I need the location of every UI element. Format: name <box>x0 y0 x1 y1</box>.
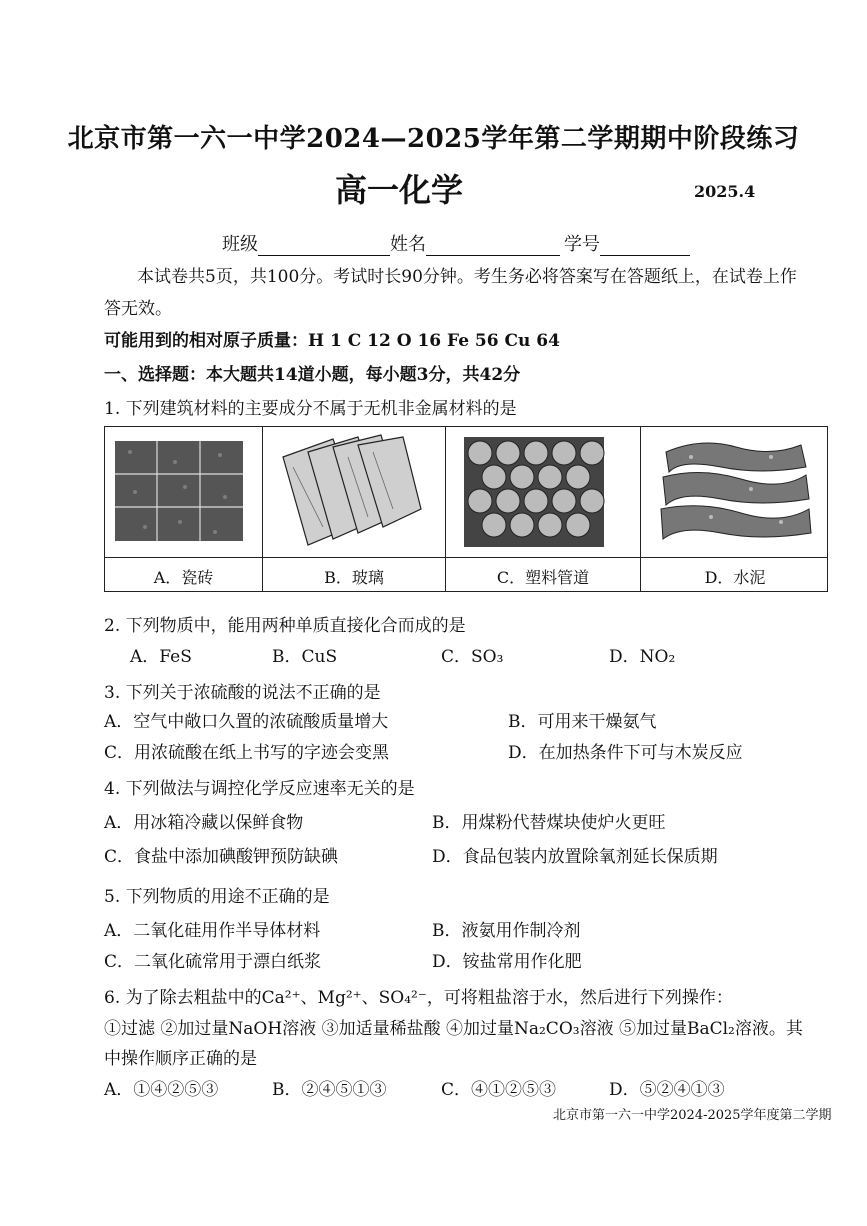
name-label: 姓名 <box>390 234 426 255</box>
exam-title: 北京市第一六一中学2024—2025学年第二学期期中阶段练习 <box>67 124 800 154</box>
q3-option-c: C．用浓硫酸在纸上书写的字迹会变黑 <box>104 743 390 763</box>
q1-option-d: D．水泥 <box>704 568 766 587</box>
q5-option-a: A．二氧化硅用作半导体材料 <box>104 921 321 941</box>
instruction-line2: 答无效。 <box>104 299 172 319</box>
q6-operations: ①过滤 ②加过量NaOH溶液 ③加适量稀盐酸 ④加过量Na₂CO₃溶液 ⑤加过量BaCl₂溶液。其 <box>104 1019 803 1039</box>
q2-option-b: B．CuS <box>272 647 338 667</box>
q4-option-d: D．食品包装内放置除氧剂延长保质期 <box>432 847 718 867</box>
q5-stem: 5. 下列物质的用途不正确的是 <box>104 887 330 907</box>
class-blank <box>258 237 390 256</box>
plastic-pipe-image <box>446 427 641 555</box>
exam-subject: 高一化学 <box>335 171 464 209</box>
q1-option-c-cell <box>445 427 640 591</box>
q2-option-d: D．NO₂ <box>609 647 676 667</box>
q6-stem: 6. 为了除去粗盐中的Ca²⁺、Mg²⁺、SO₄²⁻，可将粗盐溶于水，然后进行下列操作： <box>104 988 733 1008</box>
q6-option-c: C．④①②⑤③ <box>441 1080 557 1100</box>
q3-option-d: D．在加热条件下可与木炭反应 <box>508 743 743 763</box>
q4-stem: 4. 下列做法与调控化学反应速率无关的是 <box>104 779 415 799</box>
q3-option-b: B．可用来干燥氨气 <box>508 712 657 732</box>
q1-option-b: B．玻璃 <box>324 568 384 587</box>
q6-option-b: B．②④⑤①③ <box>272 1080 387 1100</box>
id-blank <box>600 237 690 256</box>
q2-option-c: C．SO₃ <box>441 647 504 667</box>
q5-option-c: C．二氧化硫常用于漂白纸浆 <box>104 952 322 972</box>
name-blank <box>426 237 560 256</box>
id-label: 学号 <box>564 234 600 255</box>
page-footer: 北京市第一六一中学2024-2025学年度第二学期 <box>553 1108 832 1123</box>
instruction-line1: 本试卷共5页，共100分。考试时长90分钟。考生务必将答案写在答题纸上，在试卷上作 <box>137 267 797 287</box>
q5-option-b: B．液氨用作制冷剂 <box>432 921 581 941</box>
q1-option-b-cell <box>262 427 445 591</box>
class-label: 班级 <box>222 234 258 255</box>
cement-image <box>641 427 830 555</box>
q4-option-c: C．食盐中添加碘酸钾预防缺碘 <box>104 847 339 867</box>
student-fields <box>222 230 690 256</box>
q6-option-a: A．①④②⑤③ <box>104 1080 219 1100</box>
q6-operations-cont: 中操作顺序正确的是 <box>104 1049 257 1069</box>
glass-image <box>263 427 446 555</box>
section-heading: 一、选择题：本大题共14道小题，每小题3分，共42分 <box>104 365 521 385</box>
q2-stem: 2. 下列物质中，能用两种单质直接化合而成的是 <box>104 616 466 636</box>
q1-options-table <box>104 426 828 592</box>
q6-option-d: D．⑤②④①③ <box>609 1080 725 1100</box>
q1-option-d-cell <box>640 427 829 591</box>
q1-option-c: C．塑料管道 <box>496 568 590 587</box>
q1-option-a: A．瓷砖 <box>153 568 214 587</box>
tile-image <box>105 427 262 555</box>
q1-stem: 1. 下列建筑材料的主要成分不属于无机非金属材料的是 <box>104 399 517 419</box>
q5-option-d: D．铵盐常用作化肥 <box>432 952 582 972</box>
q2-option-a: A．FeS <box>130 647 192 667</box>
q3-stem: 3. 下列关于浓硫酸的说法不正确的是 <box>104 683 381 703</box>
exam-date: 2025.4 <box>694 182 756 201</box>
q1-table-divider <box>105 557 827 558</box>
q4-option-b: B．用煤粉代替煤块使炉火更旺 <box>432 813 666 833</box>
q3-option-a: A．空气中敞口久置的浓硫酸质量增大 <box>104 712 389 732</box>
q1-option-a-cell <box>105 427 262 591</box>
atomic-mass-line: 可能用到的相对原子质量：H 1 C 12 O 16 Fe 56 Cu 64 <box>104 331 560 351</box>
q4-option-a: A．用冰箱冷藏以保鲜食物 <box>104 813 304 833</box>
